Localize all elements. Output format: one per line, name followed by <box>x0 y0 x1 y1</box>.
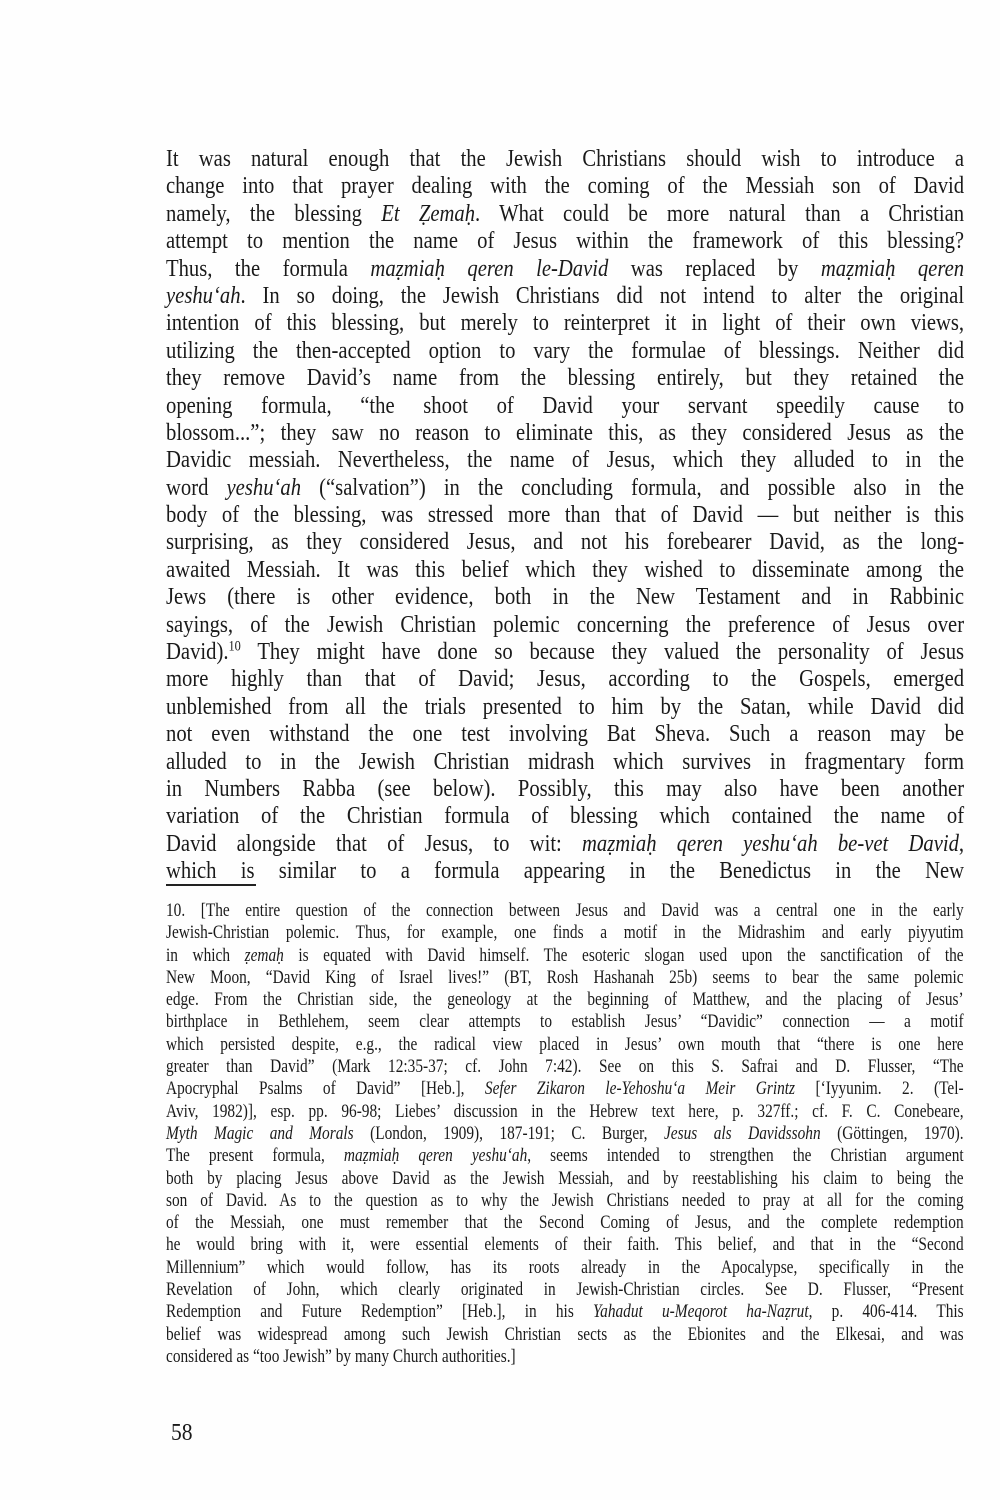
footnote-reference[interactable]: 10 <box>228 638 241 655</box>
body-line: word yeshu‘ah (“salvation”) in the concluding formula, and possible also in the <box>166 474 965 501</box>
footnote-line: in which ẓemaḥ is equated with David himself. The esoteric slogan used upon the sanctification of the <box>166 945 964 966</box>
body-line: utilizing the then-accepted option to vary the formulae of blessings. Neither did <box>166 337 965 364</box>
footnote-line: greater than David” (Mark 12:35-37; cf. John 7:42). See on this S. Safrai and D. Flusser, “The <box>166 1057 964 1078</box>
footnote-line: both by placing Jesus above David as the Jewish Messiah, and by reestablishing his claim to being the <box>166 1168 964 1189</box>
body-line: Jews (there is other evidence, both in the New Testament and in Rabbinic <box>166 584 965 611</box>
footnote-line: Myth Magic and Morals (London, 1909), 187-191; C. Burger, Jesus als Davidssohn (Göttingen, 1970). <box>166 1123 964 1144</box>
footnote-line: Revelation of John, which clearly originated in Jewish-Christian circles. See D. Flusser, “Present <box>166 1280 964 1301</box>
body-line: intention of this blessing, but merely to reinterpret it in light of their own views, <box>166 310 965 337</box>
body-line: Davidic messiah. Nevertheless, the name of Jesus, which they alluded to in the <box>166 447 965 474</box>
footnote-line: of the Messiah, one must remember that the Second Coming of Jesus, and the complete redemption <box>166 1213 964 1234</box>
body-line: sayings, of the Jewish Christian polemic concerning the preference of Jesus over <box>166 611 965 638</box>
footnote-line: Redemption and Future Redemption” [Heb.], in his Yahadut u-Meqorot ha-Naẓrut, p. 406-414. This <box>166 1302 964 1323</box>
body-line: attempt to mention the name of Jesus within the framework of this blessing? <box>166 228 965 255</box>
body-line: not even withstand the one test involving Bat Sheva. Such a reason may be <box>166 721 965 748</box>
footnote-line: edge. From the Christian side, the geneology at the beginning of Matthew, and the placing of Jesus’ <box>166 990 964 1011</box>
body-line: namely, the blessing Et Ẓemaḥ. What could be more natural than a Christian <box>166 200 965 227</box>
footnote-line: Apocryphal Psalms of David” [Heb.], Sefer Zikaron le-Yehoshu‘a Meir Grintz [‘Iyyunim. 2. (Tel- <box>166 1079 964 1100</box>
footnote-line: he would bring with it, were essential elements of their faith. This belief, and that in the “Second <box>166 1235 964 1256</box>
body-line: awaited Messiah. It was this belief which they wished to disseminate among the <box>166 556 965 583</box>
footnote-line: The present formula, maẓmiaḥ qeren yeshu‘ah, seems intended to strengthen the Christian argument <box>166 1146 964 1167</box>
footnote-line: Millennium” which would follow, has its roots already in the Apocalypse, specifically in the <box>166 1257 964 1278</box>
body-line: they remove David’s name from the blessing entirely, but they retained the <box>166 365 965 392</box>
body-line: in Numbers Rabba (see below). Possibly, this may also have been another <box>166 775 965 802</box>
footnote-line: considered as “too Jewish” by many Church authorities.] <box>166 1346 516 1367</box>
footnote-line: New Moon, “David King of Israel lives!” (BT, Rosh Hashanah 25b) seems to bear the same polemic <box>166 967 964 988</box>
body-line: David alongside that of Jesus, to wit: maẓmiaḥ qeren yeshu‘ah be-vet David, <box>166 830 965 857</box>
body-text <box>166 146 964 886</box>
footnote-line: son of David. As to the question as to why the Jewish Christians needed to pray at all for the coming <box>166 1190 964 1211</box>
body-line: change into that prayer dealing with the coming of the Messiah son of David <box>166 173 965 200</box>
footnote-line: belief was widespread among such Jewish Christian sects as the Ebionites and the Elkesai, and was <box>166 1324 964 1345</box>
body-line: blossom...”; they saw no reason to eliminate this, as they considered Jesus as the <box>166 419 965 446</box>
body-line: yeshu‘ah. In so doing, the Jewish Christians did not intend to alter the original <box>166 282 965 309</box>
footnote-divider <box>166 884 256 886</box>
footnote-line: Aviv, 1982)], esp. pp. 96-98; Liebes’ discussion in the Hebrew text here, p. 327ff.; cf. F. C. Conebeare, <box>166 1101 964 1122</box>
body-line: Thus, the formula maẓmiaḥ qeren le-David was replaced by maẓmiaḥ qeren <box>166 255 965 282</box>
page-number: 58 <box>171 1420 193 1446</box>
body-line: David).$^{10}$ They might have done so because they valued the personality of Jesus <box>166 638 965 666</box>
body-line: more highly than that of David; Jesus, according to the Gospels, emerged <box>166 666 965 693</box>
body-line: It was natural enough that the Jewish Christians should wish to introduce a <box>166 146 965 172</box>
body-line: variation of the Christian formula of blessing which contained the name of <box>166 803 965 830</box>
body-line: unblemished from all the trials presented to him by the Satan, while David did <box>166 693 965 720</box>
body-line: which is similar to a formula appearing in the Benedictus in the New <box>166 858 965 885</box>
footnote-10 <box>166 900 964 1368</box>
footnote-line: which persisted despite, e.g., the radical view placed in Jesus’ own mouth that “there is one here <box>166 1034 964 1055</box>
body-line: body of the blessing, was stressed more than that of David — but neither is this <box>166 502 965 529</box>
footnote-line: Jewish-Christian polemic. Thus, for example, one finds a motif in the Midrashim and early piyyutim <box>166 923 964 944</box>
body-line: alluded to in the Jewish Christian midrash which survives in fragmentary form <box>166 748 965 775</box>
body-line: opening formula, “the shoot of David your servant speedily cause to <box>166 392 965 419</box>
footnote-line: birthplace in Bethlehem, seem clear attempts to establish Jesus’ “Davidic” connection — a motif <box>166 1012 964 1033</box>
footnote-line: 10. [The entire question of the connection between Jesus and David was a central one in the early <box>166 901 964 921</box>
body-line: surprising, as they considered Jesus, and not his forebearer David, as the long- <box>166 529 965 556</box>
